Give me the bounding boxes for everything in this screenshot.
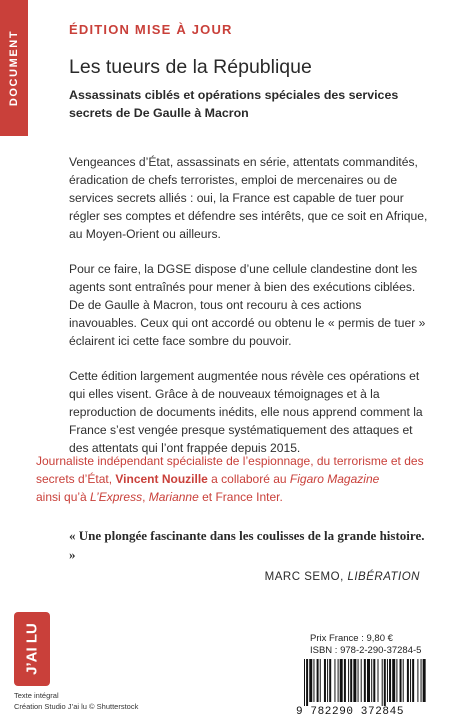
blurb [69,153,432,474]
publisher-logo [14,612,50,686]
publication-figaro: Figaro Magazine [289,472,380,486]
publication-marianne: Marianne [148,490,199,504]
barcode-icon [302,659,426,706]
document-side-tab [0,0,28,136]
blurb-paragraph-2: Pour ce faire, la DGSE dispose d’une cellule clandestine dont les agents sont entraînés pour mener à bien des exécutions ciblées. De de Gaulle à Macron, tous ont recouru à ces actions inavouables. Ceux qui ont accordé ou obtenu le « permis de tuer » éclairent ici cette face sombre du pouvoir. [69,262,426,348]
author-bio-end: et France Inter. [198,490,283,504]
review-quote: « Une plongée fascinante dans les coulisses de la grande histoire. » [69,528,425,562]
publication-express: L’Express [90,490,143,504]
author-bio-sep: , [142,490,149,504]
publisher-logo-text: J’AI LU [23,623,41,675]
blurb-paragraph-3: Cette édition largement augmentée nous révèle ces opérations et qui elles visent. Grâce à de nouveaux témoignages et à la reproduction de documents inédits, elle nous apprend comment la France s’est vengée presque systématiquement des attaques et des attentats qui l’ont frappée depuis 2015. [69,369,423,455]
author-bio-mid2: ainsi qu’à [36,490,91,504]
quote-author: MARC SEMO, [264,571,348,583]
book-subtitle: Assassinats ciblés et opérations spéciales des services secrets de De Gaulle à Macron [69,88,399,120]
author-name: Vincent Nouzille [115,472,208,486]
blurb-paragraph-1: Vengeances d’État, assassinats en série, attentats commandités, éradication de chefs terroristes, emploi de mercenaires ou de services secrets alliés : oui, la France est capable de tuer pour régler ses comptes et défendre ses intérêts, que ce soit en Afrique, au Moyen-Orient ou ailleurs. [69,155,428,241]
author-bio-intro: Journaliste indépendant spécialiste de l’espionnage, du terrorisme et des secrets d’État, [36,454,424,486]
credits [14,690,138,712]
credits-line-1: Texte intégral [14,691,59,700]
side-tab-label: DOCUMENT [8,29,20,107]
author-bio-mid: a collaboré au [207,472,290,486]
isbn: ISBN : 978-2-290-37284-5 [310,645,422,656]
quote-publication: LIBÉRATION [347,571,420,583]
price: Prix France : 9,80 € [310,633,393,644]
credits-line-2: Création Studio J’ai lu © Shutterstock [14,702,139,711]
edition-label: ÉDITION MISE À JOUR [69,22,233,37]
book-title: Les tueurs de la République [69,56,312,78]
barcode-digits: 9 782290 372845 [296,706,405,718]
author-bio [36,452,434,506]
quote-source [265,571,420,583]
